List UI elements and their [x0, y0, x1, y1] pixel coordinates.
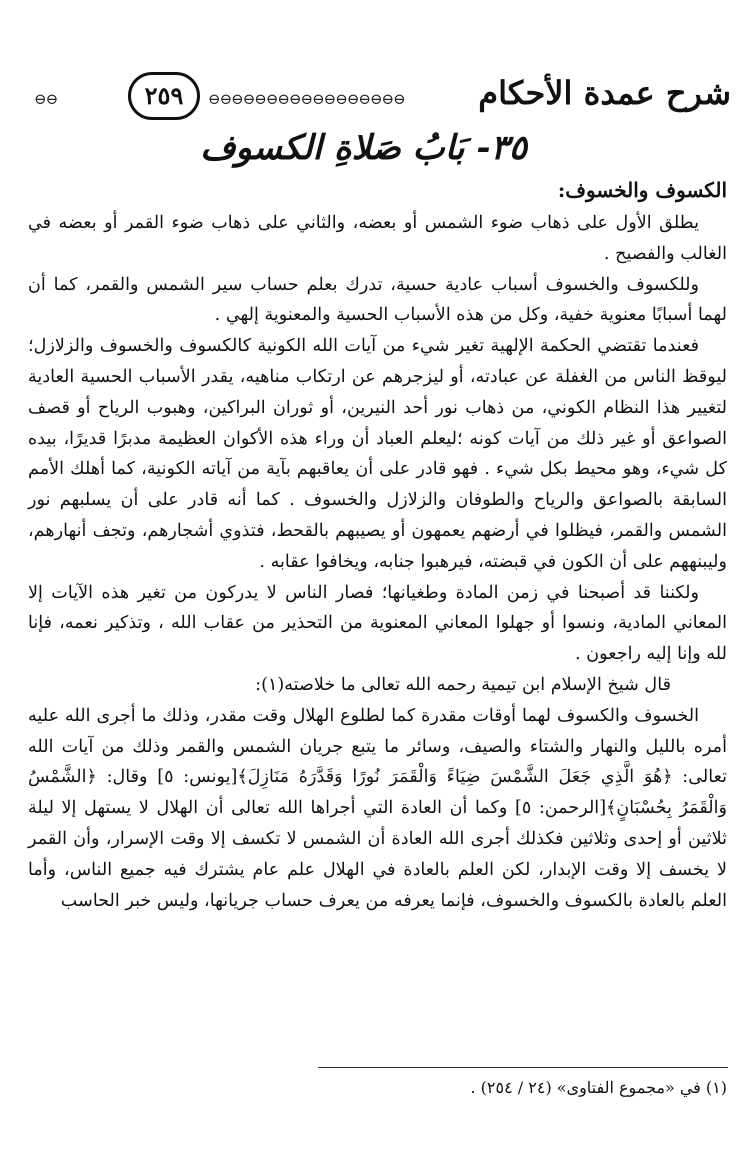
header-ornament-chain: ⊖⊖⊖⊖⊖⊖⊖⊖⊖⊖⊖⊖⊖⊖⊖⊖⊖ [208, 90, 405, 108]
chapter-title: ٣٥- بَابُ صَلاةِ الكسوف [200, 128, 527, 168]
footnote-divider [318, 1067, 728, 1068]
page-number: ٢٥٩ [128, 72, 200, 120]
section-heading: الكسوف والخسوف: [557, 178, 727, 202]
footnote: (١) في «مجموع الفتاوى» (٢٤ / ٢٥٤) . [470, 1078, 727, 1097]
body-text [28, 208, 727, 916]
page-header [28, 72, 731, 126]
paragraph: الخسوف والكسوف لهما أوقات مقدرة كما لطلوع الهلال وقت مقدر، وذلك ما أجرى الله عليه أمره بالليل والنهار والشتاء والصيف، وسائر ما يتبع جريان الشمس والقمر وذلك من آيات الله تعالى: ﴿هُوَ الَّذِي جَعَلَ الشَّمْسَ ضِيَاءً وَالْقَمَرَ نُورًا وَقَدَّرَهُ مَنَازِلَ﴾[يونس: ٥] وقال: ﴿الشَّمْسُ وَالْقَمَرُ بِحُسْبَانٍ﴾[الرحمن: ٥] وكما أن العادة التي أجراها الله تعالى أن الهلال لا يستهل إلا ليلة ثلاثين أو إحدى وثلاثين فكذلك أجرى الله العادة أن الشمس لا تكسف إلا وقت الإسرار، وأن القمر لا يخسف إلا وقت الإبدار، لكن العلم بالعادة في الهلال علم عام يشترك فيه جميع الناس، وأما العلم بالعادة بالكسوف والخسوف، فإنما يعرفه من يعرف حساب جريانها، وليس خبر الحاسب [28, 705, 728, 911]
header-ornament-small: ⊖⊖ [34, 90, 58, 108]
running-head: شرح عمدة الأحكام [478, 74, 731, 112]
paragraph: ولكننا قد أصبحنا في زمن المادة وطغيانها؛ فصار الناس لا يدركون من تغير هذه الآيات إلا المعاني المادية، ونسوا أو جهلوا المعاني المعنوية من التحذير من عقاب الله ، وتذكير نعمه، فإنا لله وإنا إليه راجعون . [28, 582, 727, 665]
paragraph: فعندما تقتضي الحكمة الإلهية تغير شيء من آيات الله الكونية كالكسوف والخسوف والزلازل؛ ليوقظ الناس من الغفلة عن عبادته، أو ليزجرهم عن ارتكاب مناهيه، يقدر الأسباب الحسية العادية لتغيير هذا النظام الكوني، من ذهاب نور أحد النيرين، أو ثوران البراكين، وهبوب الرياح أو قصف الصواعق أو غير ذلك من آيات كونه ؛ليعلم العباد أن وراء هذه الأكوان العظيمة مدبرًا قديرًا، بيده كل شيء، وهو محيط بكل شيء . فهو قادر على أن يعاقبهم بآية من آياته الكونية، كما أهلك الأمم السابقة بالصواعق والرياح والطوفان والزلازل والخسوف . كما أنه قادر على أن يسلبهم نور الشمس والقمر، فيظلوا في أرضهم يعمهون أو يصيبهم بالقحط، فتذوي أشجارهم، وتجف أنهارهم، وليبنههم على أن الكون في قبضته، فيرهبوا جنابه، ويخافوا عقابه . [28, 336, 727, 572]
paragraph: يطلق الأول على ذهاب ضوء الشمس أو بعضه، والثاني على ذهاب ضوء القمر أو بعضه في الغالب والفصيح . [28, 213, 727, 264]
paragraph: وللكسوف والخسوف أسباب عادية حسية، تدرك بعلم حساب سير الشمس والقمر، كما أن لهما أسبابًا معنوية خفية، وكل من هذه الأسباب الحسية والمعنوية إلهي . [28, 274, 727, 326]
paragraph: قال شيخ الإسلام ابن تيمية رحمه الله تعالى ما خلاصته(١): [255, 674, 671, 695]
